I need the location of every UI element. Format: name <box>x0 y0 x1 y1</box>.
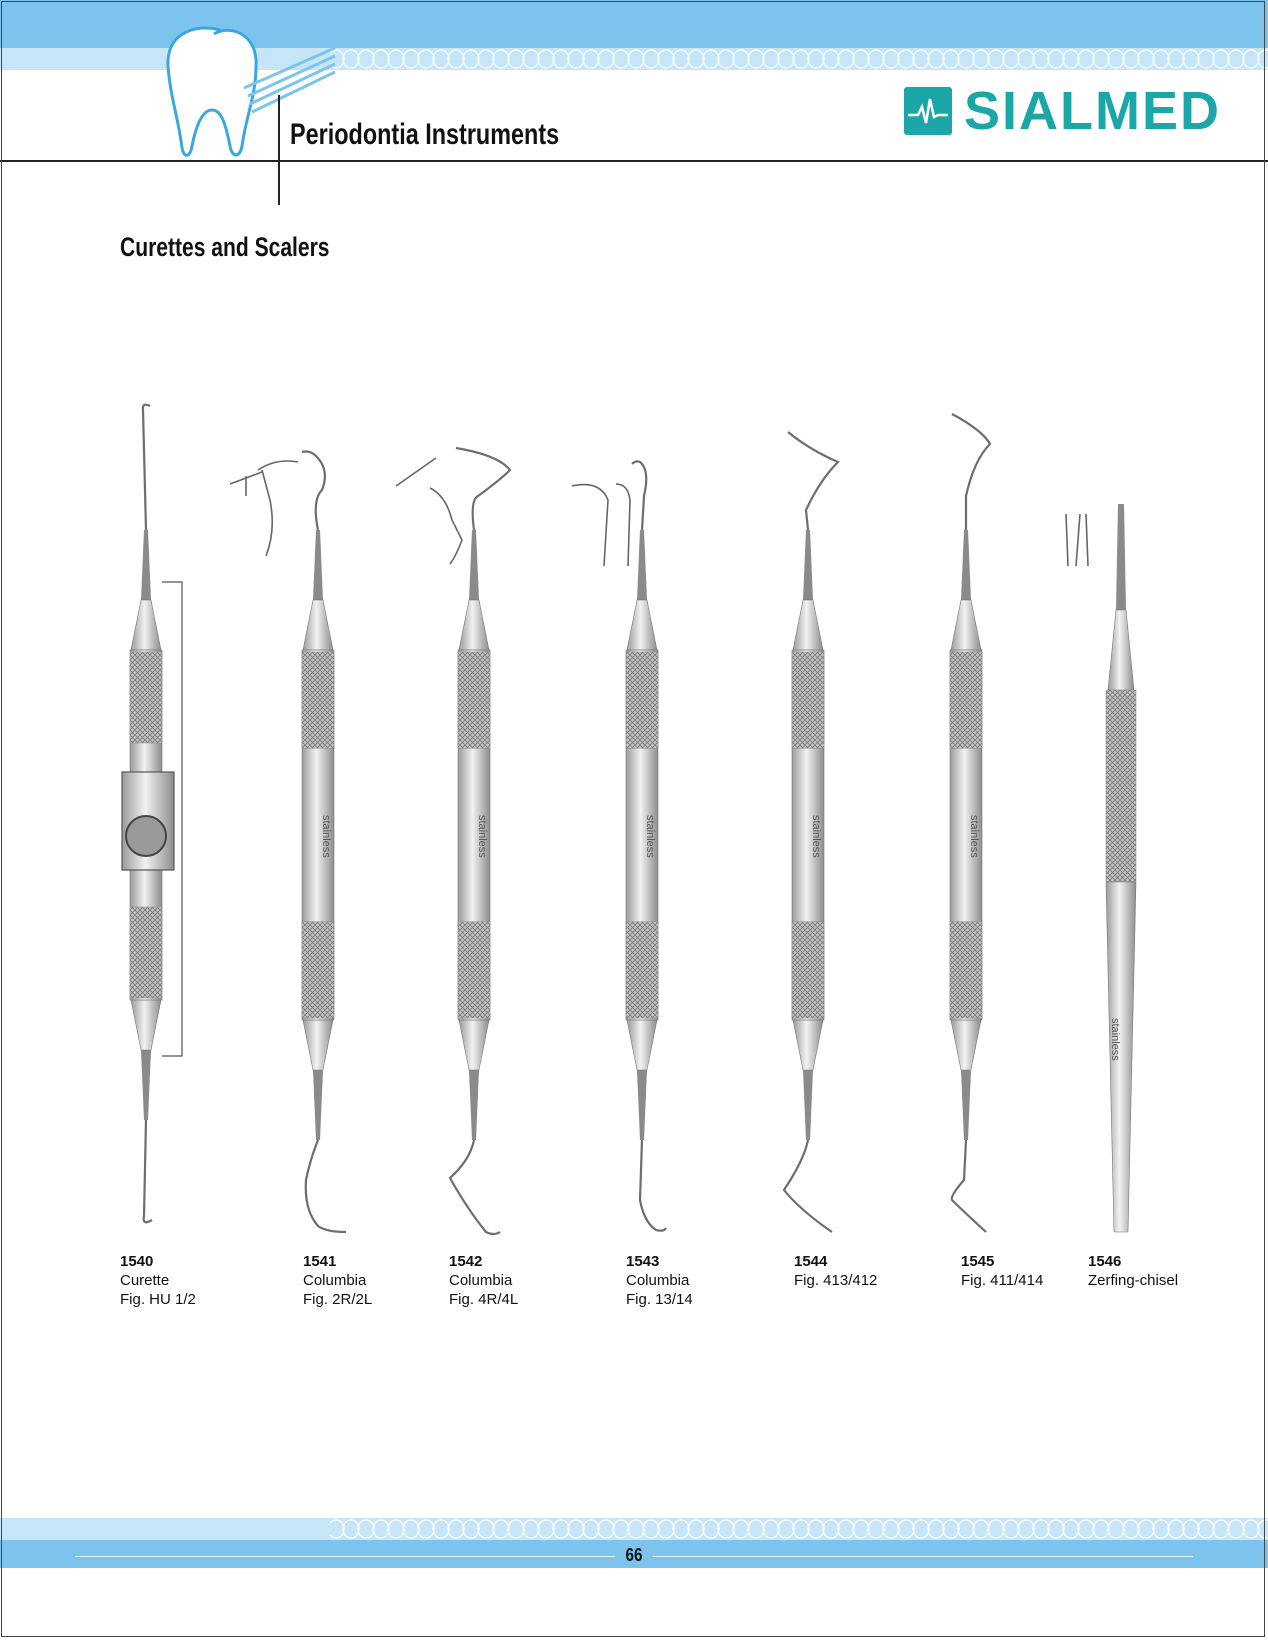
page-number: 66 <box>615 1543 652 1567</box>
item-name: Columbia <box>303 1272 367 1289</box>
handle-label: stainless <box>644 815 656 858</box>
item-code: 1543 <box>626 1253 660 1270</box>
instrument-1543 <box>626 461 666 1230</box>
item-fig: Fig. 2R/2L <box>303 1291 373 1308</box>
caption-1541 <box>303 1252 372 1309</box>
handle-label: stainless <box>1109 1018 1121 1061</box>
clip-hole <box>126 816 166 856</box>
caption-1544 <box>794 1252 877 1290</box>
caption-1542 <box>449 1252 518 1309</box>
caption-1543 <box>626 1252 693 1309</box>
tip-detail-sketch <box>396 458 462 564</box>
item-code: 1540 <box>120 1253 154 1270</box>
item-code: 1541 <box>303 1253 337 1270</box>
item-code: 1542 <box>449 1253 483 1270</box>
tip-detail-sketch <box>572 484 630 566</box>
instrument-1545 <box>950 414 990 1232</box>
instrument-1542 <box>450 448 510 1234</box>
item-name: Fig. 411/414 <box>961 1272 1044 1289</box>
item-code: 1545 <box>961 1253 995 1270</box>
instrument-1544 <box>784 432 838 1232</box>
caption-1545 <box>961 1252 1043 1290</box>
bottom-loop-pattern <box>330 1518 1268 1540</box>
brand-name: SIALMED <box>964 81 1221 141</box>
instrument-1546 <box>1106 504 1136 1232</box>
item-code: 1544 <box>794 1253 828 1270</box>
item-name: Columbia <box>626 1272 690 1289</box>
item-fig: Fig. HU 1/2 <box>120 1291 196 1308</box>
handle-label: stainless <box>810 815 822 858</box>
item-name: Columbia <box>449 1272 513 1289</box>
tip-detail-sketch <box>230 461 298 556</box>
caption-1546 <box>1088 1252 1178 1290</box>
instrument-1541 <box>302 452 346 1233</box>
page-title: Periodontia Instruments <box>290 118 560 151</box>
handle-label: stainless <box>476 815 488 858</box>
caption-1540 <box>120 1252 196 1309</box>
item-code: 1546 <box>1088 1253 1122 1270</box>
handle-label: stainless <box>968 815 980 858</box>
item-name: Fig. 413/412 <box>794 1272 878 1289</box>
section-title: Curettes and Scalers <box>120 232 330 262</box>
item-fig: Fig. 4R/4L <box>449 1291 519 1308</box>
item-name: Curette <box>120 1272 170 1289</box>
handle-label: stainless <box>320 815 332 858</box>
item-name: Zerfing-chisel <box>1088 1272 1179 1289</box>
item-fig: Fig. 13/14 <box>626 1291 693 1308</box>
tip-detail-sketch <box>1066 514 1088 566</box>
